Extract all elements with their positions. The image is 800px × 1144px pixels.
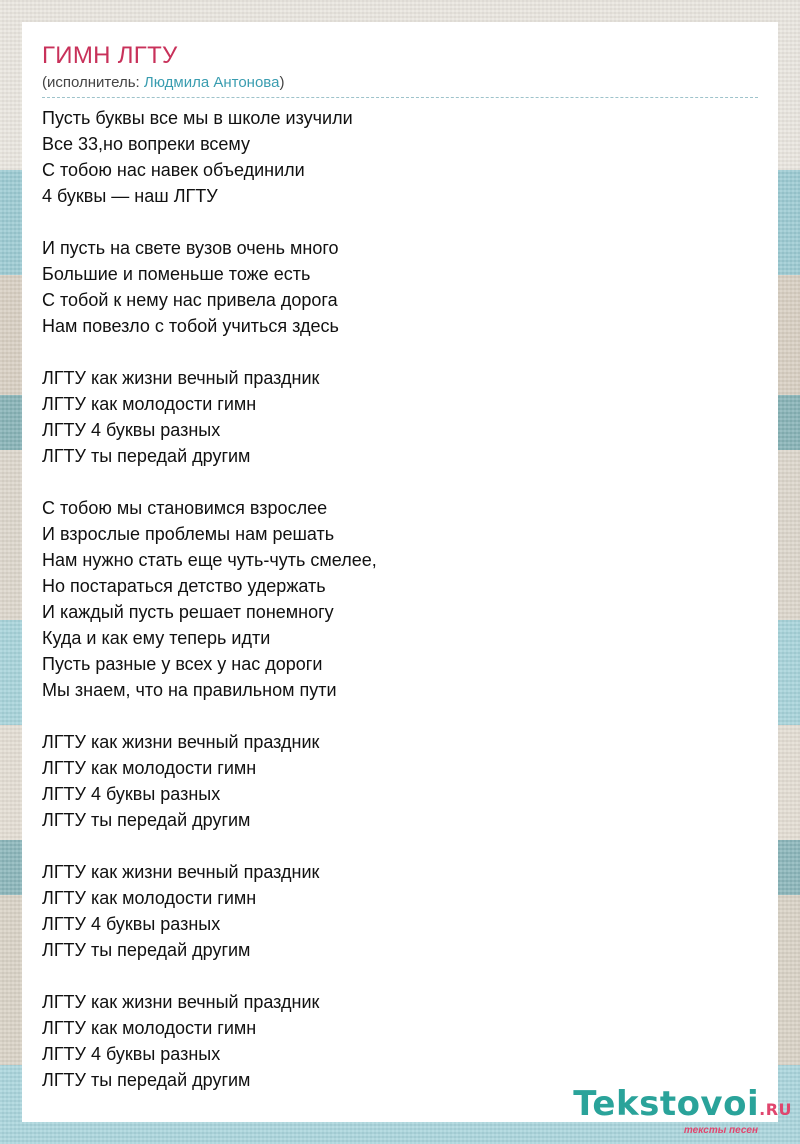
lyrics-body bbox=[42, 105, 377, 1119]
lyric-line: ЛГТУ как жизни вечный праздник bbox=[42, 368, 320, 388]
logo-tld: .RU bbox=[759, 1100, 792, 1119]
logo-wordmark: Tekstovoi bbox=[573, 1084, 760, 1124]
lyric-line: Нам повезло с тобой учиться здесь bbox=[42, 316, 339, 336]
lyric-line: Пусть буквы все мы в школе изучили bbox=[42, 108, 353, 128]
lyric-line: И пусть на свете вузов очень много bbox=[42, 238, 339, 258]
site-logo[interactable] bbox=[573, 1084, 792, 1136]
stanza bbox=[42, 859, 377, 963]
performer-link[interactable]: Людмила Антонова bbox=[143, 74, 280, 91]
lyric-line: ЛГТУ как молодости гимн bbox=[42, 758, 257, 778]
lyric-line: ЛГТУ ты передай другим bbox=[42, 940, 251, 960]
lyric-line: 4 буквы — наш ЛГТУ bbox=[42, 186, 218, 206]
stanza bbox=[42, 365, 377, 469]
lyric-line: ЛГТУ как молодости гимн bbox=[42, 888, 257, 908]
lyric-line: ЛГТУ 4 буквы разных bbox=[42, 420, 221, 440]
lyric-line: ЛГТУ 4 буквы разных bbox=[42, 914, 221, 934]
lyric-line: ЛГТУ как жизни вечный праздник bbox=[42, 732, 320, 752]
stanza bbox=[42, 495, 377, 703]
lyric-line: ЛГТУ как молодости гимн bbox=[42, 1018, 257, 1038]
lyric-line: И каждый пусть решает понемногу bbox=[42, 602, 334, 622]
lyric-line: Большие и поменьше тоже есть bbox=[42, 264, 311, 284]
lyric-line: Нам нужно стать еще чуть-чуть смелее, bbox=[42, 550, 377, 570]
performer-line bbox=[42, 74, 758, 98]
lyric-line: ЛГТУ 4 буквы разных bbox=[42, 1044, 221, 1064]
stanza bbox=[42, 235, 377, 339]
lyrics-sheet bbox=[22, 22, 778, 1122]
lyric-line: ЛГТУ как жизни вечный праздник bbox=[42, 862, 320, 882]
lyric-line: ЛГТУ ты передай другим bbox=[42, 446, 251, 466]
lyric-line: ЛГТУ ты передай другим bbox=[42, 810, 251, 830]
lyric-line: ЛГТУ 4 буквы разных bbox=[42, 784, 221, 804]
lyric-line: Все 33,но вопреки всему bbox=[42, 134, 251, 154]
lyric-line: ЛГТУ как молодости гимн bbox=[42, 394, 257, 414]
lyric-line: Но постараться детство удержать bbox=[42, 576, 326, 596]
lyric-line: С тобой к нему нас привела дорога bbox=[42, 290, 338, 310]
lyric-line: ЛГТУ как жизни вечный праздник bbox=[42, 992, 320, 1012]
lyric-line: Пусть разные у всех у нас дороги bbox=[42, 654, 323, 674]
lyric-line: Мы знаем, что на правильном пути bbox=[42, 680, 337, 700]
performer-prefix: (исполнитель: bbox=[42, 74, 144, 91]
lyric-line: С тобою мы становимся взрослее bbox=[42, 498, 328, 518]
lyric-line: Куда и как ему теперь идти bbox=[42, 628, 271, 648]
lyric-line: ЛГТУ ты передай другим bbox=[42, 1070, 251, 1090]
logo-tagline: тексты песен bbox=[683, 1125, 758, 1136]
song-title: ГИМН ЛГТУ bbox=[42, 42, 178, 69]
lyric-line: С тобою нас навек объединили bbox=[42, 160, 305, 180]
lyric-line: И взрослые проблемы нам решать bbox=[42, 524, 335, 544]
stanza bbox=[42, 989, 377, 1093]
stanza bbox=[42, 105, 377, 209]
performer-suffix: ) bbox=[279, 74, 285, 91]
stanza bbox=[42, 729, 377, 833]
